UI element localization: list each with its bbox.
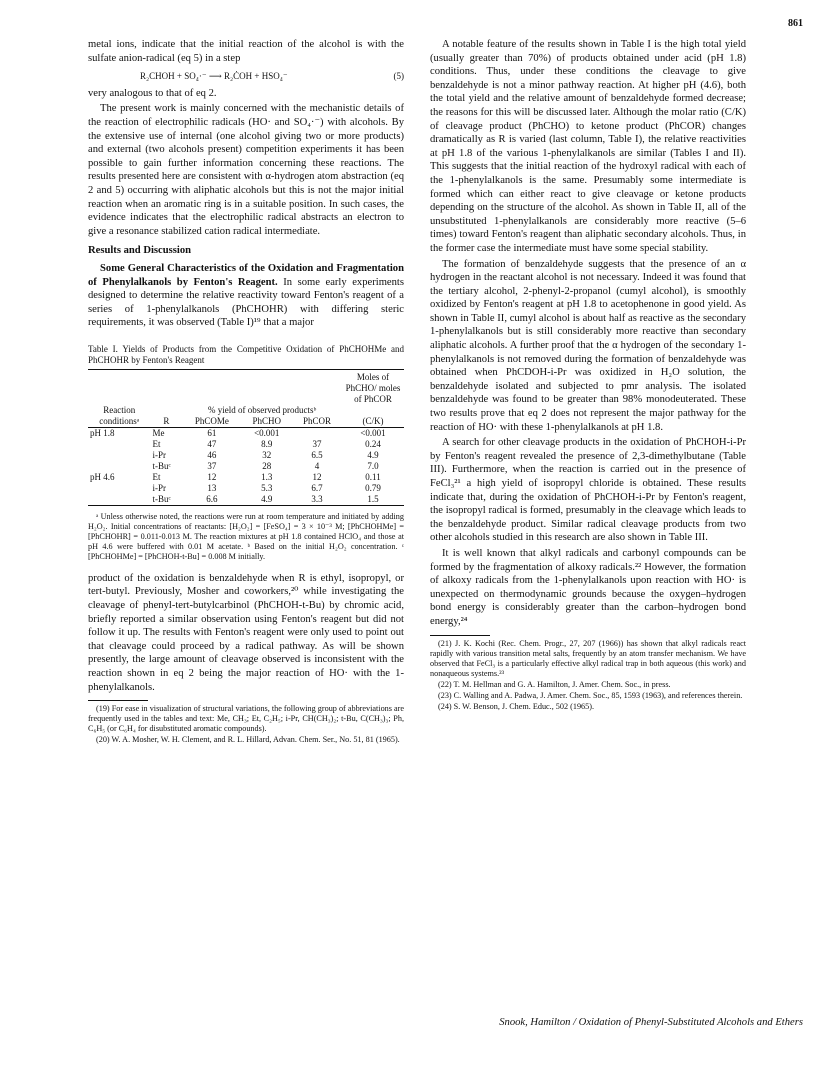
table-cell <box>88 483 151 494</box>
table-cell: 61 <box>207 427 217 438</box>
table-cell: 1.3 <box>261 471 273 482</box>
table-1 <box>88 369 404 506</box>
table-cell: 32 <box>262 449 272 460</box>
table-cell: 46 <box>207 449 217 460</box>
table-cell <box>88 461 151 472</box>
table-cell <box>292 427 342 439</box>
table-header-yield: % yield of observed productsᵇ <box>208 404 317 415</box>
left-paragraph-5: product of the oxidation is benzaldehyde when R is ethyl, isopropyl, or tert-butyl. Previously, Mosher and coworkers,²⁰ while investigating the cleavage of phenyl-tert-butylcarbinol (PhCHOH-t-Bu) by chromic acid, briefly reported a similar observation using Fenton's reagent but did not follow it up. The results with Fenton's reagent were only used to point out that cleavage could proceed by a radical pathway. As will be shown presently, the large amount of cleavage observed is inconsistent with the reaction shown in eq 2 being the major reaction of HO· with the 1-phenylalkanols. <box>88 572 404 693</box>
table-notes: ᵃ Unless otherwise noted, the reactions were run at room temperature and initiated by adding H₂O₂. Initial concentrations of reactants: [H₂O₂] = [FeSO₄] = 3 × 10⁻³ M; [PhCHOHMe] = [PhCHOHR] = 0.011-0.013 M. The reaction mixtures at pH 1.8 contained HClO₄ and those at pH 4.6 were buffered with 0.01 M acetate. ᵇ Based on the initial H₂O₂ concentration. ᶜ [PhCHOHMe] = [PhCHOH-t-Bu] = 0.008 M initially. <box>88 511 404 561</box>
table-cell <box>88 494 151 506</box>
table-cell: 13 <box>207 482 217 493</box>
table-cell: pH 4.6 <box>90 471 115 482</box>
left-paragraph-3: The present work is mainly concerned with the mechanistic details of the reaction of electrophilic radicals (HO· and SO₄·⁻) with alcohols. By the extensive use of internal (one alcohol giving two or more products) and external (two alcohols present) competition experiments it has been possible to gain further information concerning these reactions. The results presented here are consistent with α-hydrogen atom abstraction (eq 2 and 5) occurring with aliphatic alcohols but this is not the major initial reaction when an aromatic ring is in a suitable position. In such cases, the evidence indicates that the electrophilic radical abstracts an electron to give a resonance stabilized cation radical intermediate. <box>88 103 404 237</box>
right-column <box>430 38 746 713</box>
table-cell: pH 1.8 <box>90 427 115 438</box>
right-paragraph-1: A notable feature of the results shown in Table I is the high total yield (usually greater than 70%) of products obtained under acid (pH 1.8) conditions. Thus, under these conditions the cleavage to give benzaldehyde is not a minor pathway reaction. At higher pH (4.6), both the total yield and the relative amount of benzaldehyde formed decrease; the reasons for this will be discussed later. Although the molar ratio (C/K) of cleavage product (PhCHO) to ketone product (PhCOR) changes dramatically as R is varied (last column, Table I), the relative reactivities at pH 1.8 of the various 1-phenylalkanols are similar (Tables I and II). This suggests that the initial reaction of the hydroxyl radical with each of the 1-phenylalkanols is the same. Presumably some intermediate is formed which can either react to give cleavage or ketone products depending on the structure of the alcohol. As shown in Table II, all of the unsubstituted 1-phenylalkanols are considerably more reactive (5–6 times) toward Fenton's reagent than aliphatic secondary alcohols. Thus, in the former case the intermediate must have some special stability. <box>430 39 746 254</box>
table-header-conditions: conditionsᵃ <box>99 415 140 426</box>
footnote-24: (24) S. W. Benson, J. Chem. Educ., 502 (1965). <box>438 701 595 711</box>
page-number: 861 <box>788 18 803 29</box>
table-cell: 0.11 <box>365 471 381 482</box>
table-cell: <0.001 <box>360 427 386 438</box>
footnote-19: (19) For ease in visualization of structural variations, the following group of abbreviations are frequently used in the tables and text: Me, CH₃; Et, C₂H₅; i-Pr, CH(CH₃)₂; t-Bu, C(CH₃)₃; Ph, C₆H₅ (or C₆H₄ for disubstituted aromatic compounds). <box>88 704 404 734</box>
left-paragraph-2: very analogous to that of eq 2. <box>88 87 217 99</box>
table-row <box>88 439 404 450</box>
table-cell: i-Pr <box>152 449 167 460</box>
table-row <box>88 450 404 461</box>
left-paragraph-4-text: In some early experiments designed to determine the relative reactivity toward Fenton's reagent of a series of 1-phenylalkanols (PhCHOHR) with differing steric requirements, it was observed (Table I)¹⁹ that a major <box>88 276 404 329</box>
footnote-22: (22) T. M. Hellman and G. A. Hamilton, J. Amer. Chem. Soc., in press. <box>438 679 671 689</box>
table-cell: 1.5 <box>367 493 379 504</box>
left-paragraph-1: metal ions, indicate that the initial reaction of the alcohol is with the sulfate anion-radical (eq 5) in a step <box>88 39 404 64</box>
table-row <box>88 472 404 483</box>
footnote-divider <box>88 700 148 701</box>
table-cell: 3.3 <box>311 493 323 504</box>
equation-5-number: (5) <box>393 71 404 82</box>
table-cell: Et <box>152 471 161 482</box>
table-cell: t-Buᶜ <box>152 460 171 471</box>
table-row <box>88 461 404 472</box>
table-cell: <0.001 <box>254 427 280 438</box>
table-header-ck: (C/K) <box>362 415 384 426</box>
equation-5 <box>88 67 404 87</box>
table-cell: 37 <box>207 460 217 471</box>
table-cell: 6.7 <box>311 482 323 493</box>
subsection-heading: Some General Characteristics of the Oxidation and Fragmentation of Phenylalkanols by Fenton's Reagent. <box>88 262 404 288</box>
table-header-phcor: PhCOR <box>303 415 332 426</box>
table-cell <box>88 450 151 461</box>
footnote-23: (23) C. Walling and A. Padwa, J. Amer. Chem. Soc., 85, 1593 (1963), and references therein. <box>438 690 743 700</box>
table-cell: t-Buᶜ <box>152 493 171 504</box>
right-paragraph-3: A search for other cleavage products in the oxidation of PhCHOH-i-Pr by Fenton's reagent revealed the presence of 2,3-dimethylbutane (Table III). Furthermore, when the reaction is carried out in the presence of FeCl₃²¹ a high yield of isopropyl chloride is obtained. These results indicate that, during the oxidation of PhCHOH-i-Pr by Fenton's reagent, the isopropyl radical is formed, presumably in the cleavage which leads to the benzaldehyde product. Similar radical cleavage products from two other alcohols studied in this research are also shown in Table III. <box>430 437 746 544</box>
table-cell: 0.79 <box>365 482 381 493</box>
running-footer: Snook, Hamilton / Oxidation of Phenyl-Substituted Alcohols and Ethers <box>499 1017 803 1028</box>
table-cell <box>88 439 151 450</box>
table-cell: 12 <box>312 471 322 482</box>
section-heading: Results and Discussion <box>88 245 192 257</box>
table-cell: 12 <box>207 471 217 482</box>
right-paragraph-4: It is well known that alkyl radicals and carbonyl compounds can be formed by the fragmentation of alkoxy radicals.²² However, the formation of alkoxy radicals from the 1-phenylalkanols upon reaction with HO· is unexpected on thermodynamic grounds because the oxygen–hydrogen bond energy is considerably greater than the carbon–hydrogen bond energy,²⁴ <box>430 547 746 627</box>
table-cell: 4 <box>314 460 320 471</box>
table-cell: 28 <box>262 460 272 471</box>
table-row <box>88 483 404 494</box>
table-cell: Et <box>152 438 161 449</box>
table-row <box>88 494 404 506</box>
table-cell: 0.24 <box>365 438 381 449</box>
table-cell: i-Pr <box>152 482 167 493</box>
equation-5-body: R₂CHOH + SO₄·⁻ ⟶ R₂ĊOH + HSO₄⁻ <box>140 71 288 82</box>
table-cell: 6.6 <box>206 493 218 504</box>
table-cell: 8.9 <box>261 438 273 449</box>
table-cell: 7.0 <box>367 460 379 471</box>
table-header-phcome: PhCOMe <box>194 415 229 426</box>
footnote-21: (21) J. K. Kochi (Rec. Chem. Progr., 27, 207 (1966)) has shown that alkyl radicals react rapidly with various transition metal salts, frequently by an atom transfer mechanism. We have observed that FeCl₃ is a particularly effective alkyl radical trap in both aqueous (this work) and nonaqueous systems.²³ <box>430 638 746 678</box>
left-column <box>88 38 404 746</box>
table-caption: Table I. Yields of Products from the Competitive Oxidation of PhCHOHMe and PhCHOHR by Fenton's Reagent <box>88 343 404 365</box>
right-paragraph-2: The formation of benzaldehyde suggests that the presence of an α hydrogen in the reactant alcohol is not necessary. Indeed it was found that the tertiary alcohol, 2-phenyl-2-propanol (cumyl alcohol), is smoothly oxidized by Fenton's reagent at pH 1.8 to acetophenone in good yield. As shown in Table II, cumyl alcohol is about half as reactive as the secondary 1-phenylalkanols but is still considerably more reactive than secondary aliphatic alcohols. A further proof that the α hydrogen of the secondary 1-phenylalkanols is not removed during the formation of benzaldehyde was obtained when PhCDOH-i-Pr was oxidized in H₂O solution, the benzaldehyde isolated and subjected to pmr analysis. The isolated benzaldehyde was found to be greater than 98% monodeuterated. These two results prove that eq 2 does not represent the major pathway for the reaction of HO· with these 1-phenylalkanols at pH 1.8. <box>430 258 746 433</box>
table-cell: 37 <box>312 438 322 449</box>
table-cell: 6.5 <box>311 449 323 460</box>
table-header-R: R <box>163 415 170 426</box>
table-header-reaction: Reaction <box>103 404 136 415</box>
footnote-20: (20) W. A. Mosher, W. H. Clement, and R. L. Hillard, Advan. Chem. Ser., No. 51, 81 (1965). <box>96 735 400 745</box>
table-cell: 4.9 <box>261 493 273 504</box>
table-cell: 4.9 <box>367 449 379 460</box>
left-paragraph-4 <box>88 262 404 330</box>
footnote-divider <box>430 635 490 636</box>
table-cell: Me <box>152 427 165 438</box>
table-header-phcho: PhCHO <box>252 415 282 426</box>
table-header-ratio: Moles of PhCHO/ moles of PhCOR <box>345 371 401 404</box>
table-cell: 47 <box>207 438 217 449</box>
table-row <box>88 427 404 439</box>
table-cell: 5.3 <box>261 482 273 493</box>
